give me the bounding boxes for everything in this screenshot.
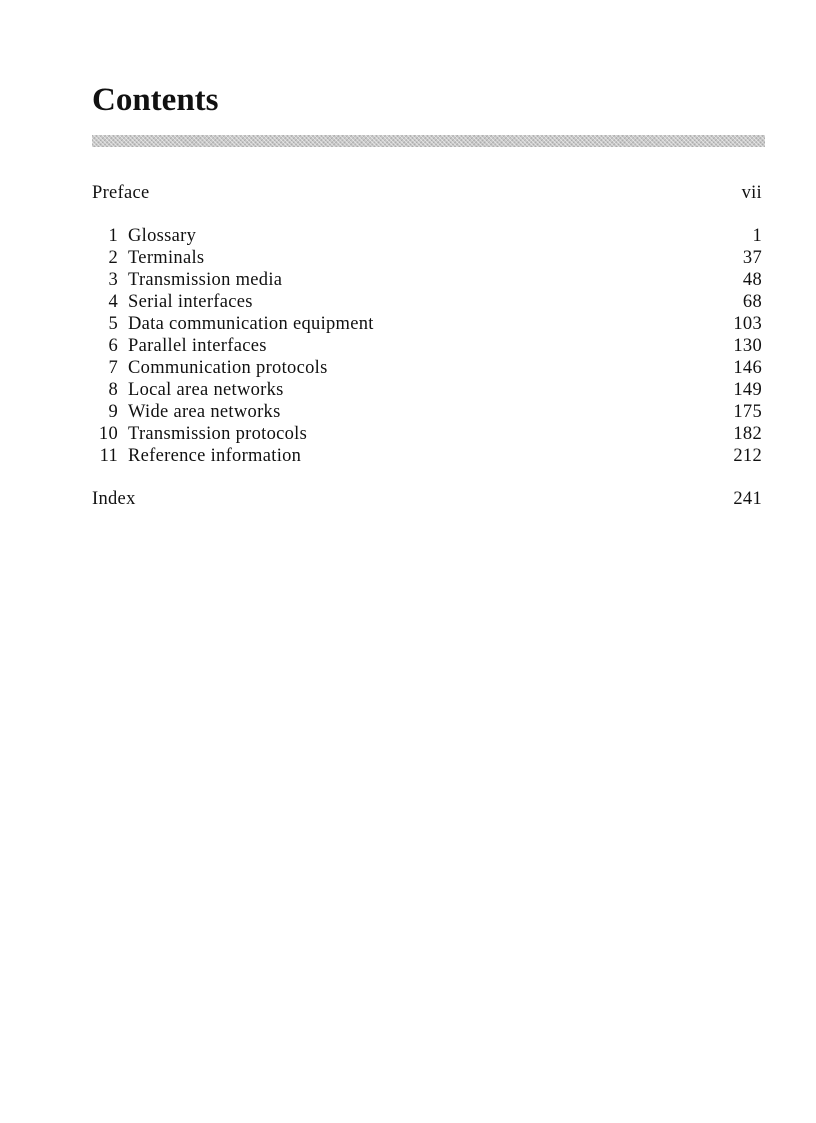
chapter-title: Wide area networks [128,402,281,422]
chapter-title: Parallel interfaces [128,336,267,356]
chapter-number: 6 [108,336,118,356]
chapter-title: Terminals [128,248,205,268]
chapter-page: 48 [742,270,762,290]
chapter-page: 175 [733,402,762,422]
toc-entry-label: Preface [92,183,150,203]
chapter-page: 1 [752,226,762,246]
toc-entry-chapter[interactable] [92,401,762,423]
toc-entry-chapter[interactable] [92,313,762,335]
chapter-title: Serial interfaces [128,292,253,312]
chapter-number: 11 [99,446,118,466]
toc-entry-index[interactable] [92,488,762,510]
toc-entry-chapter[interactable] [92,445,762,467]
chapter-number: 8 [108,380,118,400]
chapter-number: 2 [108,248,118,268]
title-rule [92,135,765,147]
chapter-page: 149 [733,380,762,400]
chapter-page: 130 [733,336,762,356]
chapter-title: Glossary [128,226,197,246]
toc-entry-chapter[interactable] [92,225,762,247]
toc-entry-chapter[interactable] [92,247,762,269]
chapter-number: 5 [108,314,118,334]
chapter-number: 9 [108,402,118,422]
chapter-number: 4 [108,292,118,312]
chapter-page: 103 [733,314,762,334]
toc-entry-chapter[interactable] [92,357,762,379]
toc-entry-preface[interactable] [92,182,762,204]
chapter-title: Reference information [128,446,302,466]
toc-entry-chapter[interactable] [92,423,762,445]
chapter-page: 68 [742,292,762,312]
toc-entry-chapter[interactable] [92,335,762,357]
toc-entry-chapter[interactable] [92,291,762,313]
chapter-page: 37 [742,248,762,268]
chapter-title: Local area networks [128,380,284,400]
chapter-title: Transmission media [128,270,283,290]
toc-entry-page: 241 [733,489,762,509]
chapter-title: Communication protocols [128,358,328,378]
toc-entry-chapter[interactable] [92,269,762,291]
chapter-page: 146 [733,358,762,378]
toc-entry-chapter[interactable] [92,379,762,401]
chapter-number: 10 [98,424,118,444]
chapter-page: 182 [733,424,762,444]
chapter-title: Transmission protocols [128,424,308,444]
chapter-number: 1 [108,226,118,246]
chapter-number: 7 [108,358,118,378]
toc-entry-label: Index [92,489,136,509]
toc-entry-page: vii [741,183,762,203]
page-title: Contents [92,82,219,118]
chapter-page: 212 [733,446,762,466]
chapter-title: Data communication equipment [128,314,374,334]
chapter-number: 3 [108,270,118,290]
